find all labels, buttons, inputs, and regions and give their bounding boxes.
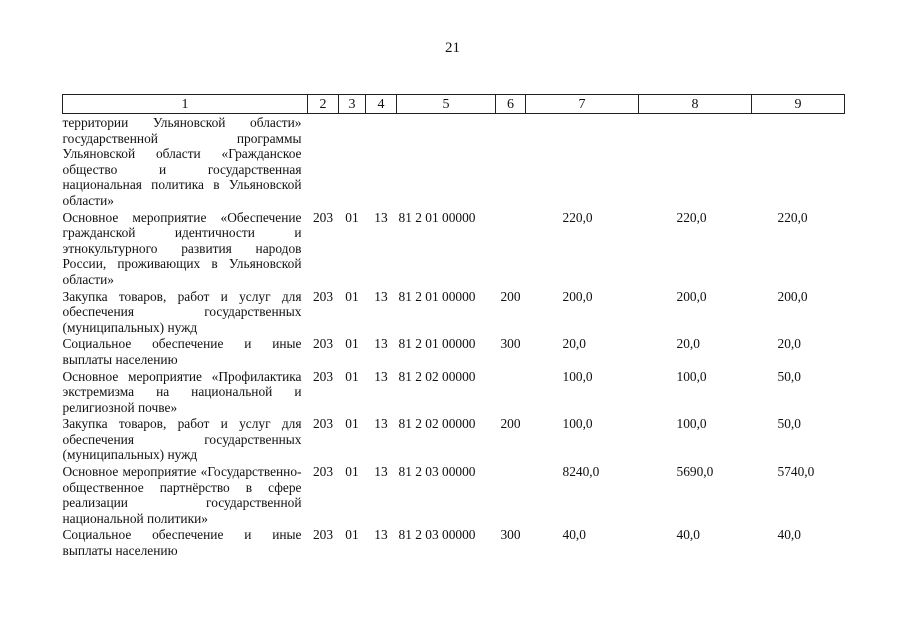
row-amount-year-3: 50,0 bbox=[777, 368, 801, 384]
row-description: Основное мероприятие «Профилактика экстремизма на национальной и религиозной почве» bbox=[62, 368, 302, 415]
row-section-code: 01 bbox=[345, 209, 359, 225]
row-amount-year-2: 220,0 bbox=[676, 209, 707, 225]
row-amount-year-3: 50,0 bbox=[777, 416, 801, 432]
row-amount-year-2: 5690,0 bbox=[676, 464, 714, 480]
table-row bbox=[63, 368, 845, 416]
row-amount-year-1: 100,0 bbox=[562, 416, 593, 432]
row-expense-type: 200 bbox=[500, 416, 521, 432]
row-description: Социальное обеспечение и иные выплаты населению bbox=[62, 527, 302, 559]
page-number: 21 bbox=[445, 40, 460, 56]
row-subsection-code: 13 bbox=[374, 464, 388, 480]
row-section-code: 01 bbox=[345, 336, 359, 352]
header-col-4: 4 bbox=[366, 95, 397, 114]
header-col-3: 3 bbox=[339, 95, 366, 114]
row-ved-code: 203 bbox=[312, 336, 334, 352]
row-section-code: 01 bbox=[345, 464, 359, 480]
header-col-6: 6 bbox=[496, 95, 526, 114]
row-amount-year-1: 8240,0 bbox=[562, 464, 600, 480]
row-description: Основное мероприятие «Государственно-общественное партнёрство в сфере реализации государственной национальной политики» bbox=[62, 464, 302, 526]
row-amount-year-1: 200,0 bbox=[562, 288, 593, 304]
row-amount-year-3: 5740,0 bbox=[777, 464, 815, 480]
table-row bbox=[63, 114, 845, 209]
table-row bbox=[63, 209, 845, 288]
row-amount-year-3: 220,0 bbox=[777, 209, 808, 225]
header-col-5: 5 bbox=[397, 95, 496, 114]
row-description: Социальное обеспечение и иные выплаты населению bbox=[62, 336, 302, 367]
row-amount-year-1: 40,0 bbox=[562, 527, 586, 543]
row-subsection-code: 13 bbox=[374, 527, 388, 543]
row-subsection-code: 13 bbox=[374, 288, 388, 304]
row-amount-year-1 bbox=[526, 114, 639, 209]
row-subsection-code: 13 bbox=[374, 209, 388, 225]
header-row bbox=[63, 95, 845, 114]
row-amount-year-2: 100,0 bbox=[676, 416, 707, 432]
row-amount-year-3: 200,0 bbox=[777, 288, 808, 304]
row-expense-type bbox=[496, 368, 526, 416]
row-expense-type bbox=[496, 463, 526, 526]
row-expense-type bbox=[496, 114, 526, 209]
row-ved-code: 203 bbox=[312, 209, 334, 225]
row-amount-year-2: 40,0 bbox=[676, 527, 700, 543]
row-target-code: 81 2 02 00000 bbox=[398, 416, 476, 432]
row-target-code: 81 2 02 00000 bbox=[398, 368, 476, 384]
row-amount-year-2: 100,0 bbox=[676, 368, 707, 384]
row-amount-year-3 bbox=[752, 114, 845, 209]
row-section-code: 01 bbox=[345, 527, 359, 543]
row-target-code: 81 2 01 00000 bbox=[398, 288, 476, 304]
row-subsection-code: 13 bbox=[374, 416, 388, 432]
row-expense-type bbox=[496, 209, 526, 288]
table-row bbox=[63, 463, 845, 526]
row-amount-year-2 bbox=[639, 114, 752, 209]
header-col-9: 9 bbox=[752, 95, 845, 114]
row-ved-code: 203 bbox=[312, 368, 334, 384]
row-target-code: 81 2 03 00000 bbox=[398, 527, 476, 543]
table-row bbox=[63, 335, 845, 367]
row-ved-code: 203 bbox=[312, 527, 334, 543]
budget-table-wrap bbox=[62, 94, 844, 559]
row-target-code bbox=[397, 114, 496, 209]
row-description: Закупка товаров, работ и услуг для обеспечения государственных (муниципальных) нужд bbox=[62, 288, 302, 335]
row-subsection-code: 13 bbox=[374, 368, 388, 384]
row-expense-type: 300 bbox=[500, 527, 521, 543]
row-amount-year-3: 20,0 bbox=[777, 336, 801, 352]
row-section-code: 01 bbox=[345, 368, 359, 384]
header-col-1: 1 bbox=[63, 95, 308, 114]
header-col-2: 2 bbox=[308, 95, 339, 114]
row-expense-type: 200 bbox=[500, 288, 521, 304]
row-expense-type: 300 bbox=[500, 336, 521, 352]
row-section-code: 01 bbox=[345, 416, 359, 432]
row-ved-code: 203 bbox=[312, 288, 334, 304]
row-target-code: 81 2 03 00000 bbox=[398, 464, 476, 480]
row-target-code: 81 2 01 00000 bbox=[398, 336, 476, 352]
row-amount-year-2: 200,0 bbox=[676, 288, 707, 304]
row-target-code: 81 2 01 00000 bbox=[398, 209, 476, 225]
table-body bbox=[63, 114, 845, 559]
row-description: территории Ульяновской области» государственной программы Ульяновской области «Гражданское общество и государственная национальная политика в Ульяновской области» bbox=[62, 115, 302, 208]
row-section-code: 01 bbox=[345, 288, 359, 304]
row-subsection-code bbox=[366, 114, 397, 209]
row-ved-code: 203 bbox=[312, 416, 334, 432]
table-row bbox=[63, 415, 845, 463]
row-ved-code: 203 bbox=[312, 464, 334, 480]
header-col-7: 7 bbox=[526, 95, 639, 114]
header-col-8: 8 bbox=[639, 95, 752, 114]
budget-table bbox=[62, 94, 845, 559]
row-description: Основное мероприятие «Обеспечение гражданской идентичности и этнокультурного развития народов России, проживающих в Ульяновской области» bbox=[62, 209, 302, 287]
row-section-code bbox=[339, 114, 366, 209]
row-description: Закупка товаров, работ и услуг для обеспечения государственных (муниципальных) нужд bbox=[62, 416, 302, 463]
row-amount-year-2: 20,0 bbox=[676, 336, 700, 352]
row-amount-year-3: 40,0 bbox=[777, 527, 801, 543]
row-subsection-code: 13 bbox=[374, 336, 388, 352]
row-amount-year-1: 220,0 bbox=[562, 209, 593, 225]
table-row bbox=[63, 526, 845, 558]
table-row bbox=[63, 288, 845, 336]
row-ved-code bbox=[308, 114, 339, 209]
row-amount-year-1: 100,0 bbox=[562, 368, 593, 384]
row-amount-year-1: 20,0 bbox=[562, 336, 586, 352]
